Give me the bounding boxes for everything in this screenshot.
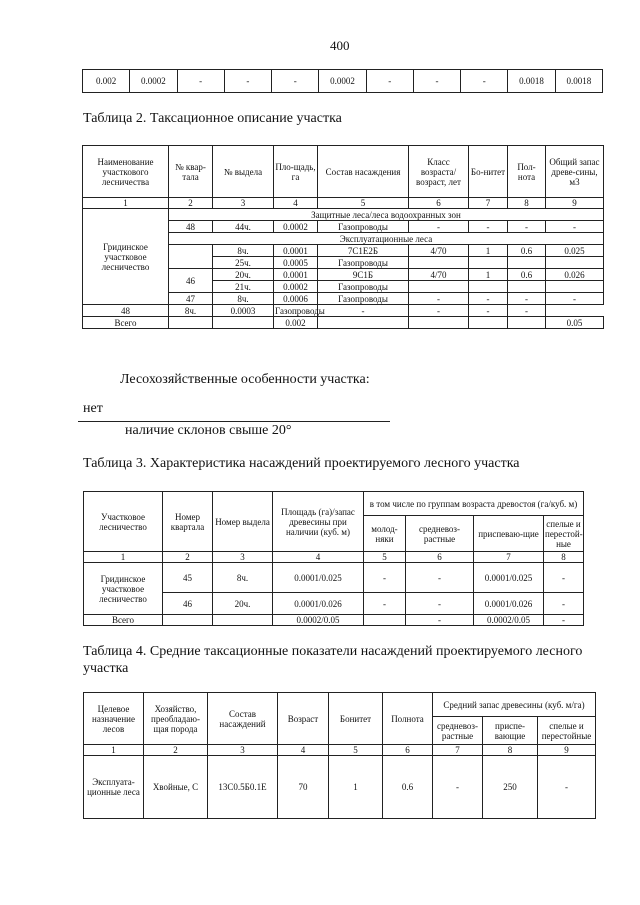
table-cell: 0.0001/0.026 <box>474 593 544 615</box>
table-cell: - <box>433 756 483 819</box>
table-cell: 70 <box>278 756 329 819</box>
table-cell <box>469 257 508 269</box>
table-cell: 13С0.5Б0.1Е <box>208 756 278 819</box>
table-cell <box>508 257 546 269</box>
table-cell: 25ч. <box>213 257 274 269</box>
table-cell: 0.0002 <box>274 281 318 293</box>
column-number: 1 <box>84 552 163 563</box>
table4 <box>83 692 596 819</box>
table-cell: - <box>364 563 406 593</box>
table-cell <box>213 615 273 626</box>
underline <box>78 421 390 422</box>
table-cell: - <box>409 305 469 317</box>
table-cell: Эксплуата-ционные леса <box>84 756 144 819</box>
column-header: Целевое назначение лесов <box>84 693 144 745</box>
table-cell: 1 <box>469 269 508 281</box>
column-number: 6 <box>383 745 433 756</box>
table-cell: 0.0002/0.05 <box>474 615 544 626</box>
features-label: наличие склонов свыше 20° <box>125 423 292 438</box>
table-cell: 0.002 <box>83 70 130 93</box>
page-number: 400 <box>330 38 350 53</box>
table-cell: 8ч. <box>213 293 274 305</box>
table-cell: - <box>177 70 224 93</box>
column-number: 3 <box>213 198 274 209</box>
table-cell: 0.0001 <box>274 245 318 257</box>
table-cell <box>318 317 409 329</box>
table-cell: Газопроводы <box>318 281 409 293</box>
column-number: 2 <box>163 552 213 563</box>
table-cell: - <box>413 70 460 93</box>
column-header: Номер квартала <box>163 492 213 552</box>
table-cell: 4/70 <box>409 269 469 281</box>
table-cell: 1 <box>329 756 383 819</box>
section-row: Эксплуатационные леса <box>169 233 604 245</box>
column-header: Возраст <box>278 693 329 745</box>
column-header: Номер выдела <box>213 492 273 552</box>
table-cell: Газопроводы <box>318 221 409 233</box>
table-cell: 0.0001 <box>274 269 318 281</box>
table-cell: - <box>409 293 469 305</box>
table-cell: 46 <box>163 593 213 615</box>
column-header: приспеваю-щие <box>474 516 544 552</box>
column-header: спелые и перестойные <box>538 717 596 745</box>
column-header: спелые и перестой-ные <box>544 516 584 552</box>
table-cell: 21ч. <box>213 281 274 293</box>
table-cell <box>469 281 508 293</box>
column-number: 5 <box>318 198 409 209</box>
table-cell: - <box>544 615 584 626</box>
table-cell: - <box>409 221 469 233</box>
column-header: Общий запас древе-сины, м3 <box>546 146 604 198</box>
table-cell: - <box>318 305 409 317</box>
table-cell: Газопроводы <box>318 257 409 269</box>
column-header: № выдела <box>213 146 274 198</box>
column-header: Хозяйство, преобладаю-щая порода <box>144 693 208 745</box>
table-cell: 0.0003 <box>213 305 274 317</box>
table-cell: 48 <box>169 221 213 233</box>
table-cell: Газопроводы <box>275 305 325 316</box>
table-cell: 8ч. <box>169 305 213 317</box>
column-number: 9 <box>546 198 604 209</box>
table-cell: 0.025 <box>546 245 604 257</box>
table-cell: - <box>366 70 413 93</box>
column-header: Состав насаждения <box>318 146 409 198</box>
table-cell: 45 <box>163 563 213 593</box>
table-cell: - <box>406 563 474 593</box>
table3-title: Таблица 3. Характеристика насаждений проектируемого лесного участка <box>83 456 520 471</box>
table-cell: - <box>469 221 508 233</box>
table-cell: 0.0002 <box>319 70 366 93</box>
table-cell: 0.0002 <box>130 70 177 93</box>
table-cell: 47 <box>169 293 213 305</box>
column-number: 8 <box>483 745 538 756</box>
column-header: Бонитет <box>329 693 383 745</box>
table-cell: - <box>406 593 474 615</box>
table-cell: - <box>546 221 604 233</box>
table-cell: 8ч. <box>213 563 273 593</box>
column-header: Пло-щадь, га <box>274 146 318 198</box>
table2 <box>82 145 604 329</box>
table-cell: 48 <box>83 305 169 317</box>
table-cell: 0.0001/0.026 <box>273 593 364 615</box>
column-header: Пол-нота <box>508 146 546 198</box>
features-heading: Лесохозяйственные особенности участка: <box>120 372 370 387</box>
table-cell: - <box>538 756 596 819</box>
table-cell: - <box>544 563 584 593</box>
column-header: в том числе по группам возраста древостоя (га/куб. м) <box>364 492 584 516</box>
table3 <box>83 491 584 626</box>
table-cell <box>409 281 469 293</box>
column-header: Наименование участкового лесничества <box>83 146 169 198</box>
table-cell: 0.05 <box>546 317 604 329</box>
table-cell: - <box>461 70 508 93</box>
column-number: 6 <box>409 198 469 209</box>
column-header: Полнота <box>383 693 433 745</box>
column-number: 6 <box>406 552 474 563</box>
table-cell: 0.0002 <box>274 221 318 233</box>
table-cell <box>213 317 274 329</box>
table4-title: Таблица 4. Средние таксационные показатели насаждений проектируемого лесного участка <box>83 644 583 676</box>
table-cell: 0.6 <box>508 245 546 257</box>
table-cell: - <box>469 305 508 317</box>
table-cell: 0.0002/0.05 <box>273 615 364 626</box>
column-header: Средний запас древесины (куб. м/га) <box>433 693 596 717</box>
table2-title: Таблица 2. Таксационное описание участка <box>83 111 342 126</box>
column-number: 5 <box>364 552 406 563</box>
column-header: Участковое лесничество <box>84 492 163 552</box>
column-header: Состав насаждений <box>208 693 278 745</box>
table-cell <box>169 317 213 329</box>
column-number: 4 <box>274 198 318 209</box>
column-number: 2 <box>144 745 208 756</box>
table-cell <box>163 615 213 626</box>
section-row: Защитные леса/леса водоохранных зон <box>169 209 604 221</box>
column-header: Площадь (га)/запас древесины при наличии (куб. м) <box>273 492 364 552</box>
table-cell: Газопроводы <box>318 293 409 305</box>
table-cell: 4/70 <box>409 245 469 257</box>
column-number: 8 <box>544 552 584 563</box>
column-number: 3 <box>208 745 278 756</box>
table-cell <box>364 615 406 626</box>
table-cell: 20ч. <box>213 269 274 281</box>
table-cell: 0.0018 <box>508 70 555 93</box>
column-number: 8 <box>508 198 546 209</box>
table-cell: - <box>508 293 546 305</box>
column-header: № квар-тала <box>169 146 213 198</box>
column-number: 7 <box>433 745 483 756</box>
table-cell: 0.026 <box>546 269 604 281</box>
district-cell: Гридинское участковое лесничество <box>84 563 163 615</box>
table-cell <box>508 317 546 329</box>
table-cell: - <box>508 221 546 233</box>
column-header: средневоз-растные <box>433 717 483 745</box>
column-number: 1 <box>84 745 144 756</box>
table-cell: - <box>508 305 546 317</box>
table-cell: 0.0018 <box>555 70 602 93</box>
column-number: 4 <box>273 552 364 563</box>
district-cell: Гридинское участковое лесничество <box>83 209 169 305</box>
table-cell: 20ч. <box>213 593 273 615</box>
table-cell <box>508 281 546 293</box>
column-number: 5 <box>329 745 383 756</box>
column-number: 2 <box>169 198 213 209</box>
table-cell: 250 <box>483 756 538 819</box>
table-cell: - <box>406 615 474 626</box>
table-cell: Всего <box>84 615 163 626</box>
continued-table <box>82 69 603 93</box>
table-cell <box>409 317 469 329</box>
column-number: 7 <box>469 198 508 209</box>
table-cell: 46 <box>169 269 213 293</box>
table-cell: - <box>364 593 406 615</box>
column-number: 3 <box>213 552 273 563</box>
table-cell: - <box>272 70 319 93</box>
table-cell: 7С1Е2Б <box>318 245 409 257</box>
column-header: приспе-вающие <box>483 717 538 745</box>
table-cell: Хвойные, С <box>144 756 208 819</box>
table-cell: 1 <box>469 245 508 257</box>
column-number: 7 <box>474 552 544 563</box>
column-header: Класс возраста/ возраст, лет <box>409 146 469 198</box>
table-cell <box>469 317 508 329</box>
table-cell <box>546 281 604 293</box>
table-cell: Всего <box>83 317 169 329</box>
column-header: молод-няки <box>364 516 406 552</box>
table-cell: 0.6 <box>508 269 546 281</box>
table-cell: 0.0005 <box>274 257 318 269</box>
column-header: средневоз-растные <box>406 516 474 552</box>
table-cell: 0.0006 <box>274 293 318 305</box>
table-cell: 0.0001/0.025 <box>474 563 544 593</box>
table-cell <box>409 257 469 269</box>
column-number: 9 <box>538 745 596 756</box>
column-header: Бо-нитет <box>469 146 508 198</box>
table-cell: 8ч. <box>213 245 274 257</box>
table-cell: 0.6 <box>383 756 433 819</box>
table-cell <box>169 245 213 269</box>
table-cell: 0.002 <box>274 317 318 329</box>
table-cell: - <box>469 293 508 305</box>
table-cell: 0.0001/0.025 <box>273 563 364 593</box>
table-cell: - <box>546 293 604 305</box>
table-cell: - <box>224 70 271 93</box>
table-cell <box>546 257 604 269</box>
table-cell: 9С1Б <box>318 269 409 281</box>
table-cell: - <box>544 593 584 615</box>
features-value: нет <box>83 401 103 416</box>
column-number: 1 <box>83 198 169 209</box>
column-number: 4 <box>278 745 329 756</box>
table-cell: 44ч. <box>213 221 274 233</box>
